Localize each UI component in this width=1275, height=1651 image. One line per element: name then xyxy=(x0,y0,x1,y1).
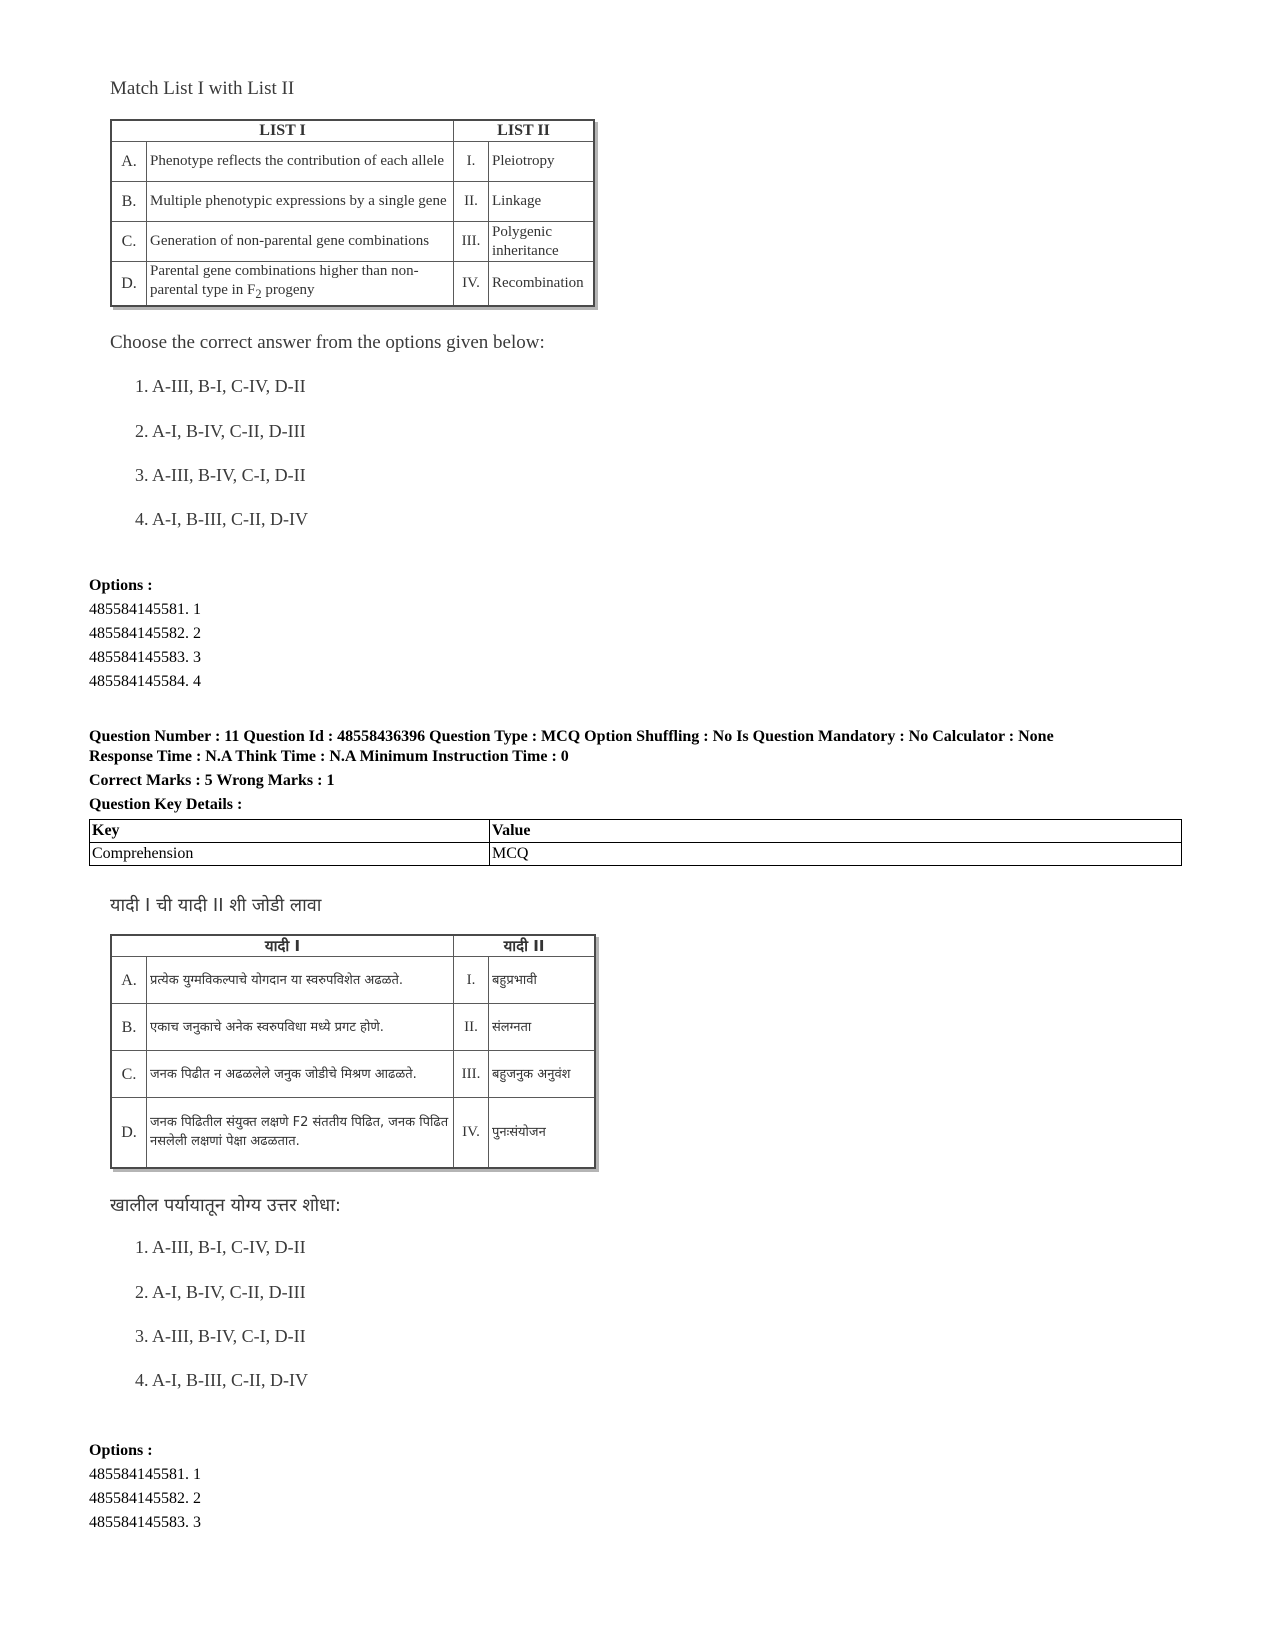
list1-item: प्रत्येक युग्मविकल्पाचे योगदान या स्वरुपविशेत अढळते. xyxy=(147,957,454,1004)
list1-item: जनक पिढीत न अढळलेले जनुक जोडीचे मिश्रण आढळते. xyxy=(147,1051,454,1098)
list2-item: Polygenic inheritance xyxy=(489,222,595,262)
list2-item: संलग्नता xyxy=(489,1004,596,1051)
option-item: 485584145581. 1 xyxy=(89,601,201,618)
list-header-2: LIST II xyxy=(454,120,595,142)
row-numeral: III. xyxy=(454,1051,489,1098)
row-letter: B. xyxy=(111,1004,147,1051)
option-item: 485584145583. 3 xyxy=(89,1514,201,1531)
answer-option: 3. A-III, B-IV, C-I, D-II xyxy=(135,465,306,485)
question-meta-line1: Question Number : 11 Question Id : 48558436396 Question Type : MCQ Option Shuffling : No Is Question Mandatory : No Calculator : None xyxy=(89,728,1054,745)
option-item: 485584145582. 2 xyxy=(89,625,201,642)
option-item: 485584145581. 1 xyxy=(89,1466,201,1483)
row-numeral: I. xyxy=(454,142,489,182)
row-letter: B. xyxy=(111,182,147,222)
choose-instruction: Choose the correct answer from the options given below: xyxy=(110,332,545,353)
key-details-label: Question Key Details : xyxy=(89,796,243,813)
row-letter: A. xyxy=(111,957,147,1004)
row-numeral: III. xyxy=(454,222,489,262)
kv-value: MCQ xyxy=(490,843,1182,866)
list2-item: बहुप्रभावी xyxy=(489,957,596,1004)
list2-item: बहुजनुक अनुवंश xyxy=(489,1051,596,1098)
list1-item: Generation of non-parental gene combinations xyxy=(147,222,454,262)
question-marks: Correct Marks : 5 Wrong Marks : 1 xyxy=(89,772,335,789)
match-instruction: Match List I with List II xyxy=(110,78,295,99)
choose-instruction: खालील पर्यायातून योग्य उत्तर शोधा: xyxy=(110,1195,341,1216)
answer-option: 1. A-III, B-I, C-IV, D-II xyxy=(135,376,306,396)
row-letter: D. xyxy=(111,1098,147,1168)
row-letter: C. xyxy=(111,222,147,262)
list2-item: Pleiotropy xyxy=(489,142,595,182)
list1-item: जनक पिढितील संयुक्त लक्षणे F2 संततीय पिढित, जनक पिढित नसलेली लक्षणां पेक्षा अढळतात. xyxy=(147,1098,454,1168)
kv-header-value: Value xyxy=(490,820,1182,843)
row-letter: D. xyxy=(111,262,147,306)
question-image-english xyxy=(110,78,630,548)
list1-item: Multiple phenotypic expressions by a single gene xyxy=(147,182,454,222)
option-item: 485584145583. 3 xyxy=(89,649,201,666)
list2-item: Recombination xyxy=(489,262,595,306)
answer-option: 1. A-III, B-I, C-IV, D-II xyxy=(135,1237,306,1257)
row-letter: A. xyxy=(111,142,147,182)
row-numeral: II. xyxy=(454,1004,489,1051)
kv-header-key: Key xyxy=(90,820,490,843)
list-header-1: यादी I xyxy=(111,935,454,957)
option-item: 485584145584. 4 xyxy=(89,673,201,690)
row-numeral: I. xyxy=(454,957,489,1004)
option-item: 485584145582. 2 xyxy=(89,1490,201,1507)
match-instruction: यादी I ची यादी II शी जोडी लावा xyxy=(110,895,322,916)
row-numeral: IV. xyxy=(454,1098,489,1168)
list1-item xyxy=(147,262,454,306)
answer-option: 4. A-I, B-III, C-II, D-IV xyxy=(135,509,308,529)
match-table xyxy=(110,934,596,1169)
row-numeral: IV. xyxy=(454,262,489,306)
list1-item: Phenotype reflects the contribution of each allele xyxy=(147,142,454,182)
question-meta-line2: Response Time : N.A Think Time : N.A Minimum Instruction Time : 0 xyxy=(89,748,569,765)
answer-option: 2. A-I, B-IV, C-II, D-III xyxy=(135,421,306,441)
answer-option: 4. A-I, B-III, C-II, D-IV xyxy=(135,1370,308,1390)
list-header-1: LIST I xyxy=(111,120,454,142)
list1-item: एकाच जनुकाचे अनेक स्वरुपविधा मध्ये प्रगट होणे. xyxy=(147,1004,454,1051)
options-label: Options : xyxy=(89,1442,153,1459)
list2-item: पुनःसंयोजन xyxy=(489,1098,596,1168)
subscript: 2 xyxy=(255,287,262,302)
list2-item: Linkage xyxy=(489,182,595,222)
list-header-2: यादी II xyxy=(454,935,596,957)
row-letter: C. xyxy=(111,1051,147,1098)
row-numeral: II. xyxy=(454,182,489,222)
list1-item-text: Parental gene combinations higher than non-parental type in F xyxy=(150,263,419,299)
answer-option: 3. A-III, B-IV, C-I, D-II xyxy=(135,1326,306,1346)
options-label: Options : xyxy=(89,577,153,594)
key-value-table xyxy=(89,819,1182,866)
match-table xyxy=(110,119,595,307)
list1-item-text-end: progeny xyxy=(261,282,315,299)
question-image-marathi xyxy=(110,893,630,1413)
kv-key: Comprehension xyxy=(90,843,490,866)
answer-option: 2. A-I, B-IV, C-II, D-III xyxy=(135,1282,306,1302)
